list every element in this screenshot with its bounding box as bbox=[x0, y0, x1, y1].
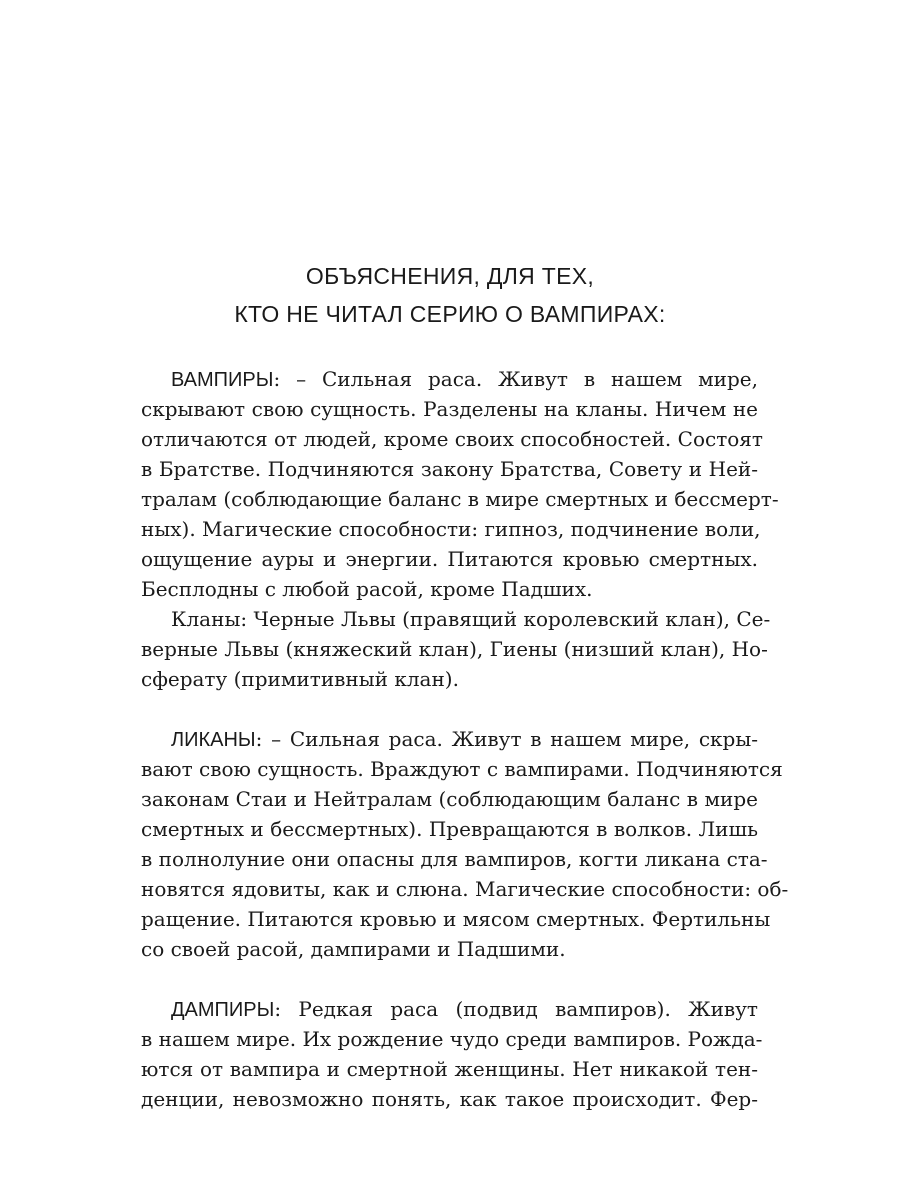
dhampirs-line-3: ются от вампира и смертной женщины. Нет никакой тен- bbox=[141, 1057, 758, 1081]
lycans-line-8: со своей расой, дампирами и Падшими. bbox=[141, 937, 566, 961]
dhampirs-text-1: : Редкая раса (подвид вампиров). Живут bbox=[274, 997, 758, 1021]
heading-line-2: КТО НЕ ЧИТАЛ СЕРИЮ О ВАМПИРАХ: bbox=[234, 301, 666, 327]
dhampirs-term: ДАМПИРЫ bbox=[171, 999, 275, 1021]
vampires-line-4: в Братстве. Подчиняются закону Братства, Совету и Ней- bbox=[141, 457, 758, 481]
heading-line-1: ОБЪЯСНЕНИЯ, ДЛЯ ТЕХ, bbox=[305, 263, 595, 289]
vampires-line-6: ных). Магические способности: гипноз, подчинение воли, bbox=[141, 517, 761, 541]
clans-line-3: сферату (примитивный клан). bbox=[141, 667, 459, 691]
dhampirs-line-4: денции, невозможно понять, как такое происходит. Фер- bbox=[141, 1087, 758, 1111]
vampires-text-1: : – Сильная раса. Живут в нашем мире, bbox=[273, 367, 758, 391]
lycans-line-4: смертных и бессмертных). Превращаются в волков. Лишь bbox=[141, 817, 758, 841]
vampires-line-1 bbox=[171, 364, 758, 394]
lycans-term: ЛИКАНЫ bbox=[171, 729, 256, 751]
lycans-line-7: ращение. Питаются кровью и мясом смертных. Фертильны bbox=[141, 907, 771, 931]
vampires-line-8: Бесплодны с любой расой, кроме Падших. bbox=[141, 577, 593, 601]
vampires-line-2: скрывают свою сущность. Разделены на кланы. Ничем не bbox=[141, 397, 758, 421]
lycans-line-3: законам Стаи и Нейтралам (соблюдающим баланс в мире bbox=[141, 787, 758, 811]
lycans-line-6: новятся ядовиты, как и слюна. Магические способности: об- bbox=[141, 877, 789, 901]
vampires-line-5: тралам (соблюдающие баланс в мире смертных и бессмерт- bbox=[141, 487, 779, 511]
dhampirs-line-2: в нашем мире. Их рождение чудо среди вампиров. Рожда- bbox=[141, 1027, 763, 1051]
lycans-line-2: вают свою сущность. Враждуют с вампирами. Подчиняются bbox=[141, 757, 783, 781]
vampires-line-7: ощущение ауры и энергии. Питаются кровью смертных. bbox=[141, 547, 758, 571]
vampires-term: ВАМПИРЫ bbox=[171, 369, 274, 391]
lycans-line-5: в полнолуние они опасны для вампиров, когти ликана ста- bbox=[141, 847, 768, 871]
clans-line-1: Кланы: Черные Львы (правящий королевский клан), Се- bbox=[171, 607, 771, 631]
vampires-line-3: отличаются от людей, кроме своих способностей. Состоят bbox=[141, 427, 763, 451]
dhampirs-line-1 bbox=[171, 994, 758, 1024]
lycans-text-1: : – Сильная раса. Живут в нашем мире, скры- bbox=[255, 727, 758, 751]
lycans-line-1 bbox=[171, 724, 758, 754]
clans-line-2: верные Львы (княжеский клан), Гиены (низший клан), Но- bbox=[141, 637, 768, 661]
